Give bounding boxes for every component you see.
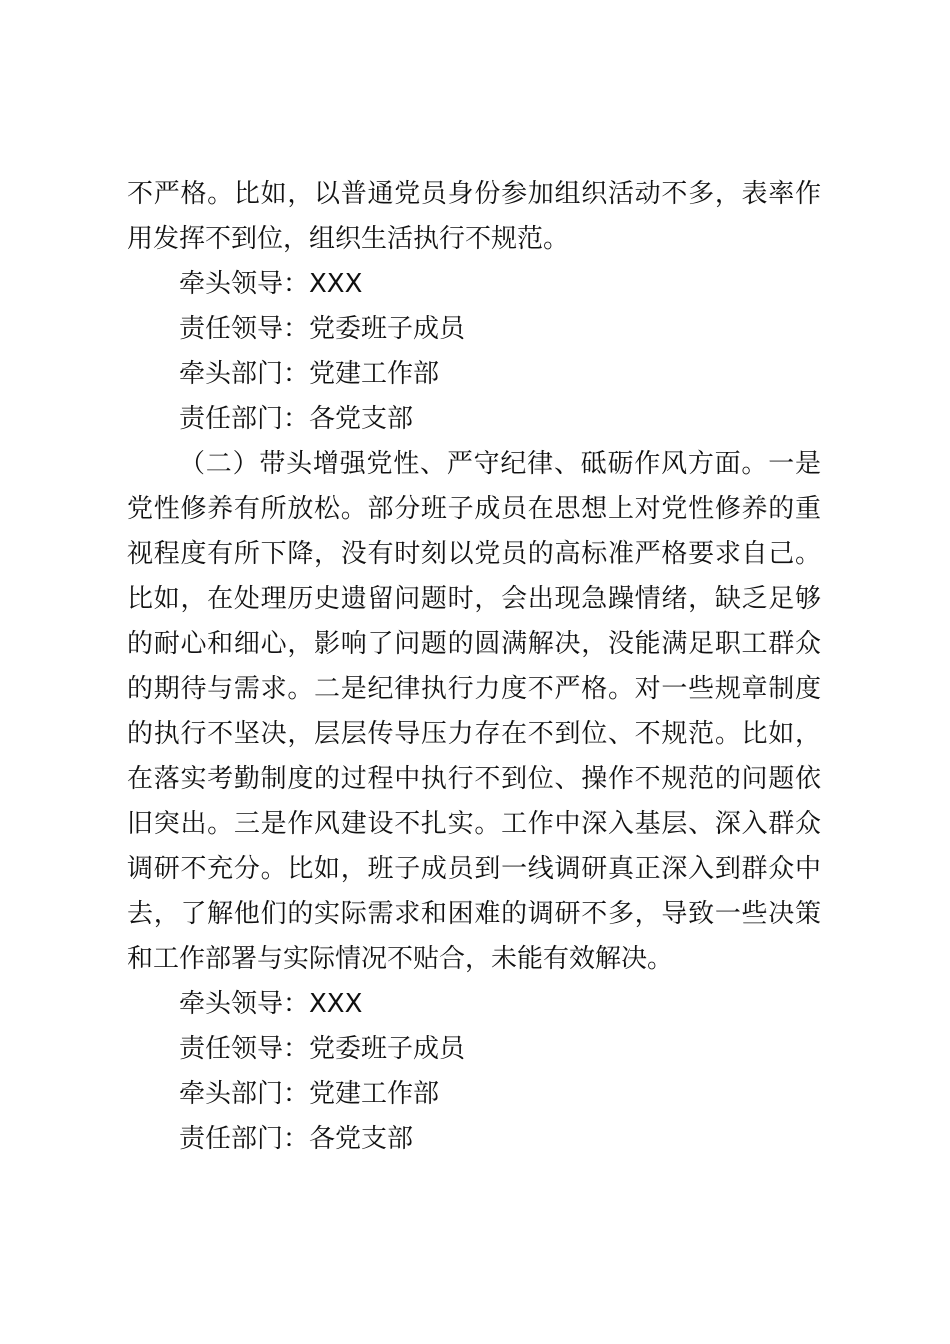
responsible-department-line: 责任部门：各党支部: [179, 404, 414, 434]
document-body: [127, 172, 821, 1162]
assignment-block-1: [127, 262, 821, 442]
lead-department-line: 牵头部门：党建工作部: [179, 1079, 440, 1109]
lead-department-line: 牵头部门：党建工作部: [179, 359, 440, 389]
continuation-paragraph: 不严格。比如，以普通党员身份参加组织活动不多，表率作用发挥不到位，组织生活执行不规范。: [127, 179, 821, 254]
assignment-block-2: [127, 982, 821, 1162]
responsible-leader-line: 责任领导：党委班子成员: [179, 314, 466, 344]
responsible-leader-line: 责任领导：党委班子成员: [179, 1034, 466, 1064]
lead-leader-line: 牵头领导：XXX: [179, 269, 363, 299]
section-2-paragraph: （二）带头增强党性、严守纪律、砥砺作风方面。一是党性修养有所放松。部分班子成员在思想上对党性修养的重视程度有所下降，没有时刻以党员的高标准严格要求自己。比如，在处理历史遗留问题时，会出现急躁情绪，缺乏足够的耐心和细心，影响了问题的圆满解决，没能满足职工群众的期待与需求。二是纪律执行力度不严格。对一些规章制度的执行不坚决，层层传导压力存在不到位、不规范。比如，在落实考勤制度的过程中执行不到位、操作不规范的问题依旧突出。三是作风建设不扎实。工作中深入基层、深入群众调研不充分。比如，班子成员到一线调研真正深入到群众中去，了解他们的实际需求和困难的调研不多，导致一些决策和工作部署与实际情况不贴合，未能有效解决。: [127, 449, 821, 974]
lead-leader-line: 牵头领导：XXX: [179, 989, 363, 1019]
responsible-department-line: 责任部门：各党支部: [179, 1124, 414, 1154]
